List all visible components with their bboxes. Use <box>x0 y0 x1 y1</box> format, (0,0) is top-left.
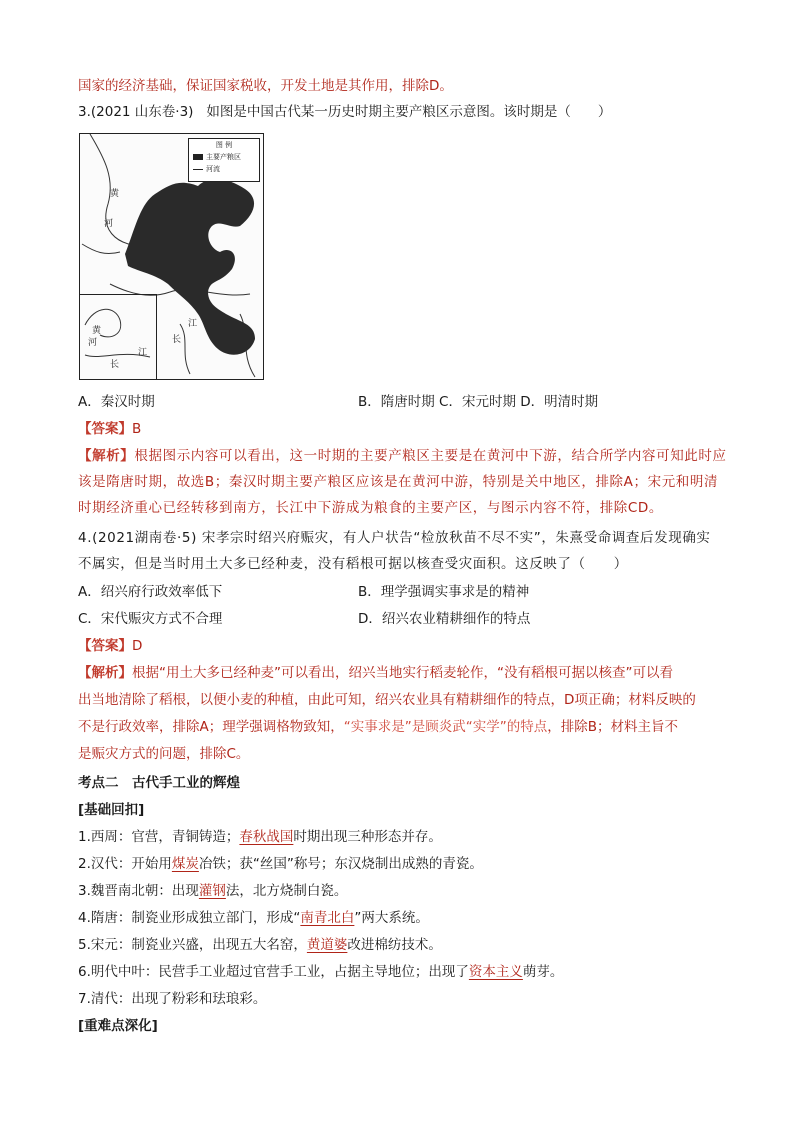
question-3-option-a: A．秦汉时期 <box>78 394 155 410</box>
basic-item-6 <box>78 962 720 982</box>
inset-label-chang: 长 <box>110 360 120 370</box>
map-label-huang: 黄 <box>110 189 120 199</box>
analysis-tag: 【解析】 <box>78 665 132 681</box>
item-text: ”两大系统。 <box>354 910 429 926</box>
item-text: 3.魏晋南北朝：出现 <box>78 883 199 899</box>
prev-analysis-tail: 国家的经济基础，保证国家税收，开发土地是其作用，排除D。 <box>78 78 453 94</box>
inset-label-jiang: 江 <box>138 348 148 358</box>
question-4-option-b: B．理学强调实事求是的精神 <box>358 584 530 600</box>
question-3-analysis-line-3: 时期经济重心已经转移到南方，长江中下游成为粮食的主要产区，与图示内容不符，排除CD。 <box>78 500 664 516</box>
subsection-basic: [基础回扣] <box>78 802 145 818</box>
item-text: 萌芽。 <box>522 964 564 980</box>
analysis-text: 可以看出，绍兴当地实行稻麦轮作， <box>281 665 497 681</box>
question-4-answer <box>78 636 720 656</box>
question-4-answer-value: D <box>132 638 143 654</box>
basic-item-2 <box>78 854 720 874</box>
item-text: 法，北方烧制白瓷。 <box>225 883 348 899</box>
legend-row-grain <box>189 151 259 163</box>
question-4-analysis-line-2: 出当地清除了稻根，以便小麦的种植，由此可知，绍兴农业具有精耕细作的特点，D项正确；材料反映的 <box>78 692 696 708</box>
analysis-text: ，排除B；材料主旨不 <box>547 719 678 735</box>
legend-row-river <box>189 163 259 175</box>
analysis-tag: 【解析】 <box>78 448 135 464</box>
map-label-he: 河 <box>104 219 114 229</box>
question-4-stem-line-2: 不属实，但是当时用土大多已经种麦，没有稻根可据以核查受灾面积。这反映了（ ） <box>78 556 628 572</box>
item-keyword: 灌钢 <box>198 883 226 899</box>
subsection-deep: [重难点深化] <box>78 1018 158 1034</box>
question-3-answer-value: B <box>132 421 142 437</box>
item-text: 1.西周：官营，青铜铸造； <box>78 829 240 845</box>
map-legend <box>188 138 260 182</box>
item-text: 2.汉代：开始用 <box>78 856 172 872</box>
question-4-analysis-line-1 <box>78 663 720 683</box>
item-keyword: 南青北白 <box>300 910 355 926</box>
item-keyword: 资本主义 <box>468 964 523 980</box>
item-keyword: 煤炭 <box>171 856 199 872</box>
item-text: 时期出现三种形态并存。 <box>293 829 442 845</box>
question-4-option-d: D．绍兴农业精耕细作的特点 <box>358 611 531 627</box>
question-4-option-c: C．宋代赈灾方式不合理 <box>78 611 223 627</box>
analysis-text: 不是行政效率，排除A；理学强调格物致知， <box>78 719 344 735</box>
river-line-3 <box>180 324 190 374</box>
legend-grain-swatch <box>193 154 203 160</box>
map-label-chang: 长 <box>172 335 182 345</box>
analysis-quote: “没有稻根可据以核查” <box>497 665 633 681</box>
analysis-text: 根据 <box>132 665 159 681</box>
question-3-answer <box>78 419 720 439</box>
grain-region-map <box>79 133 264 380</box>
question-3-source: 3.(2021 山东卷·3) <box>78 104 194 120</box>
analysis-text: 可以看 <box>632 665 673 681</box>
question-3-text: 如图是中国古代某一历史时期主要产粮区示意图。该时期是（ ） <box>206 104 612 120</box>
item-text: 4.隋唐：制瓷业形成独立部门，形成“ <box>78 910 301 926</box>
question-4-option-a: A．绍兴府行政效率低下 <box>78 584 223 600</box>
analysis-quote: “用土大多已经种麦” <box>159 665 281 681</box>
river-branch-line <box>82 244 120 254</box>
question-4-analysis-line-4: 是赈灾方式的问题，排除C。 <box>78 746 250 762</box>
question-4-stem-line-1: 4.(2021湖南卷·5) 宋孝宗时绍兴府赈灾，有人户状告“检放秋苗不尽不实”，朱熹受命调查后发现确实 <box>78 530 711 546</box>
question-4-analysis-line-3 <box>78 717 720 737</box>
basic-item-7: 7.清代：出现了粉彩和珐琅彩。 <box>78 991 267 1007</box>
legend-river-label: 河流 <box>206 165 220 173</box>
map-label-jiang: 江 <box>188 319 198 329</box>
basic-item-5 <box>78 935 720 955</box>
item-keyword: 黄道婆 <box>306 937 348 953</box>
inset-label-huang: 黄 <box>92 326 102 336</box>
item-keyword: 春秋战国 <box>239 829 294 845</box>
basic-item-4 <box>78 908 720 928</box>
legend-title: 图 例 <box>215 141 233 149</box>
analysis-text: 根据图示内容可以看出，这一时期的主要产粮区主要是在黄河中下游，结合所学内容可知此时应 <box>134 448 727 464</box>
item-text: 冶铁；获“丝国”称号；东汉烧制出成熟的青瓷。 <box>198 856 483 872</box>
question-3-analysis-line-2: 该是隋唐时期，故选B；秦汉时期主要产粮区应该是在黄河中游，特别是关中地区，排除A；宋元和明清 <box>78 474 719 490</box>
section-title-kp2: 考点二 古代手工业的辉煌 <box>78 775 240 791</box>
basic-item-3 <box>78 881 720 901</box>
lake-gap <box>210 226 230 246</box>
basic-item-1 <box>78 827 720 847</box>
inset-label-he: 河 <box>88 338 98 348</box>
legend-grain-label: 主要产粮区 <box>206 153 241 161</box>
analysis-highlight: “实事求是”是顾炎武“实学”的特点 <box>343 719 548 735</box>
item-text: 6.明代中叶：民营手工业超过官营手工业，占据主导地位；出现了 <box>78 964 469 980</box>
question-3-options-bcd: B．隋唐时期 C．宋元时期 D．明清时期 <box>358 394 599 410</box>
legend-river-swatch <box>193 169 203 170</box>
map-inset <box>80 294 157 379</box>
question-3-stem <box>78 102 720 122</box>
question-3-analysis-line-1 <box>78 446 727 466</box>
answer-tag: 【答案】 <box>78 421 132 437</box>
answer-tag: 【答案】 <box>78 638 132 654</box>
item-text: 5.宋元：制瓷业兴盛，出现五大名窑， <box>78 937 307 953</box>
item-text: 改进棉纺技术。 <box>347 937 442 953</box>
